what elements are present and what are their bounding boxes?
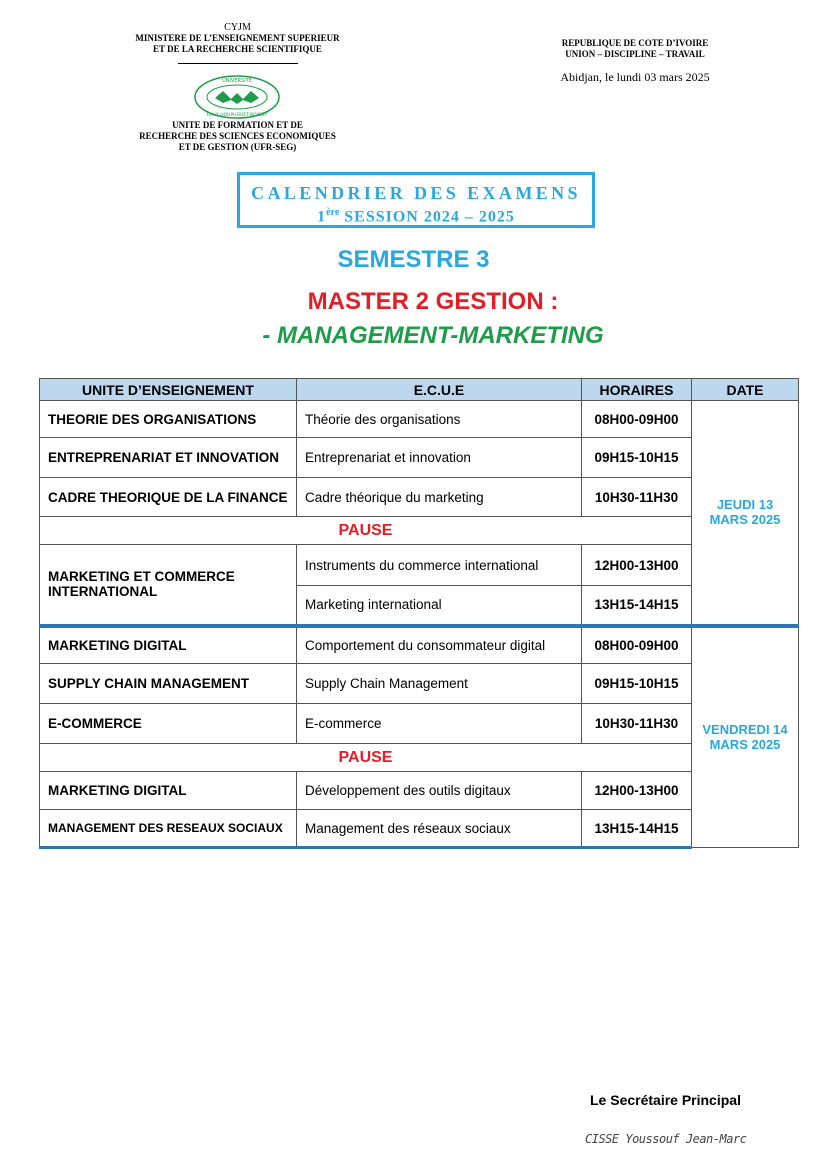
- table-row: [40, 545, 799, 586]
- time-cell: 09H15-10H15: [582, 664, 692, 704]
- time-cell: 12H00-13H00: [582, 772, 692, 810]
- document-date: Abidjan, le lundi 03 mars 2025: [560, 70, 710, 84]
- ecue-cell: Entreprenariat et innovation: [297, 438, 582, 478]
- signatory-name: CISSE Youssouf Jean-Marc: [585, 1132, 747, 1146]
- ecue-cell: Management des réseaux sociaux: [297, 810, 582, 848]
- ue-cell: E-COMMERCE: [40, 704, 297, 744]
- ue-cell: THEORIE DES ORGANISATIONS: [40, 401, 297, 438]
- ue-cell: SUPPLY CHAIN MANAGEMENT: [40, 664, 297, 704]
- date-cell-day2: [692, 626, 799, 848]
- header-date: DATE: [692, 379, 799, 401]
- ufr-line-1: UNITE DE FORMATION ET DE: [172, 120, 303, 130]
- time-cell: 13H15-14H15: [582, 586, 692, 626]
- time-cell: 09H15-10H15: [582, 438, 692, 478]
- country-header: [520, 38, 750, 60]
- time-cell: 10H30-11H30: [582, 478, 692, 517]
- table-row: [40, 704, 799, 744]
- exam-schedule-table: [39, 378, 799, 849]
- university-logo: [193, 74, 281, 120]
- session-number: 1: [317, 208, 327, 226]
- table-row: [40, 772, 799, 810]
- ue-cell: CADRE THEORIQUE DE LA FINANCE: [40, 478, 297, 517]
- table-row: [40, 478, 799, 517]
- svg-text:UNIVERSITE: UNIVERSITE: [222, 78, 252, 84]
- ecue-cell: Instruments du commerce international: [297, 545, 582, 586]
- title-line-2: [240, 203, 592, 227]
- semester-heading: SEMESTRE 3: [337, 246, 490, 273]
- ufr-line-2: RECHERCHE DES SCIENCES ECONOMIQUES: [139, 131, 336, 141]
- table-row: [40, 626, 799, 664]
- table-row: [40, 438, 799, 478]
- ministry-line-1: MINISTERE DE L’ENSEIGNEMENT SUPERIEUR: [135, 33, 340, 43]
- date-cell-day1: [692, 401, 799, 626]
- table-header-row: [40, 379, 799, 401]
- time-cell: 12H00-13H00: [582, 545, 692, 586]
- header-ue: UNITE D’ENSEIGNEMENT: [40, 379, 297, 401]
- pause-label: PAUSE: [40, 517, 692, 545]
- exam-calendar-title: [237, 172, 595, 228]
- ufr-line-3: ET DE GESTION (UFR-SEG): [178, 142, 297, 152]
- svg-text:FELIX HOUPHOUET-BOIGNY: FELIX HOUPHOUET-BOIGNY: [206, 113, 268, 118]
- ecue-cell: Supply Chain Management: [297, 664, 582, 704]
- national-motto: UNION – DISCIPLINE – TRAVAIL: [565, 49, 705, 59]
- table-row: [40, 664, 799, 704]
- date-day1-line1: JEUDI 13: [716, 497, 774, 513]
- ue-cell: MANAGEMENT DES RESEAUX SOCIAUX: [40, 810, 297, 848]
- pause-row: [40, 744, 799, 772]
- time-cell: 13H15-14H15: [582, 810, 692, 848]
- ecue-cell: Cadre théorique du marketing: [297, 478, 582, 517]
- ecue-cell: Développement des outils digitaux: [297, 772, 582, 810]
- time-cell: 10H30-11H30: [582, 704, 692, 744]
- title-line-1: CALENDRIER DES EXAMENS: [251, 183, 581, 203]
- date-day1-line2: MARS 2025: [709, 512, 781, 528]
- ue-cell: MARKETING DIGITAL: [40, 772, 297, 810]
- date-day2-line1: VENDREDI 14: [702, 722, 788, 738]
- pause-row: [40, 517, 799, 545]
- ue-cell: MARKETING ET COMMERCE INTERNATIONAL: [40, 545, 297, 626]
- session-text: SESSION 2024 – 2025: [339, 208, 515, 226]
- time-cell: 08H00-09H00: [582, 626, 692, 664]
- ecue-cell: Théorie des organisations: [297, 401, 582, 438]
- ecue-cell: E-commerce: [297, 704, 582, 744]
- table-row: [40, 810, 799, 848]
- org-code: CYJM: [224, 22, 251, 33]
- program-heading: MASTER 2 GESTION :: [307, 288, 559, 315]
- ufr-header: [100, 120, 375, 153]
- time-cell: 08H00-09H00: [582, 401, 692, 438]
- signatory-title: Le Secrétaire Principal: [590, 1092, 741, 1108]
- ecue-cell: Comportement du consommateur digital: [297, 626, 582, 664]
- header-divider: [178, 63, 298, 64]
- session-ordinal: ère: [326, 207, 340, 218]
- ue-cell: MARKETING DIGITAL: [40, 626, 297, 664]
- country-name: REPUBLIQUE DE COTE D’IVOIRE: [561, 38, 709, 48]
- ue-cell: ENTREPRENARIAT ET INNOVATION: [40, 438, 297, 478]
- table-row: [40, 401, 799, 438]
- ministry-header: [100, 22, 375, 64]
- ecue-cell: Marketing international: [297, 586, 582, 626]
- header-horaires: HORAIRES: [582, 379, 692, 401]
- ministry-line-2: ET DE LA RECHERCHE SCIENTIFIQUE: [153, 44, 322, 54]
- specialty-heading: - MANAGEMENT-MARKETING: [262, 322, 604, 349]
- date-day2-line2: MARS 2025: [709, 737, 781, 753]
- header-ecue: E.C.U.E: [297, 379, 582, 401]
- pause-label: PAUSE: [40, 744, 692, 772]
